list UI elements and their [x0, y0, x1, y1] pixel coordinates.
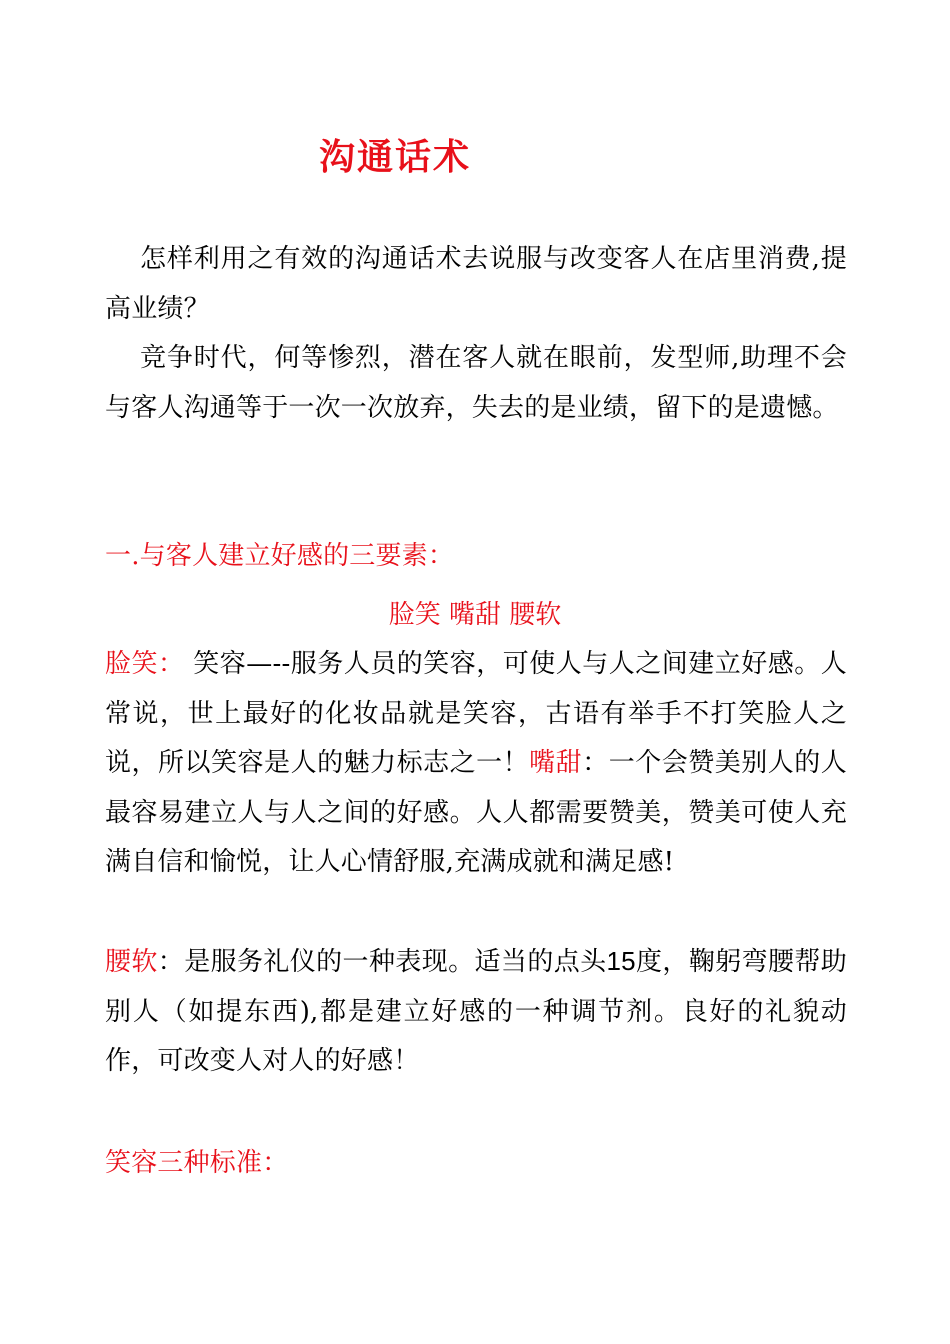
- three-elements-keywords: 脸笑 嘴甜 腰软: [388, 600, 562, 630]
- smile-label: 脸笑：: [105, 649, 185, 679]
- smile-sweet-paragraph: [105, 640, 847, 888]
- soft-text-2: 度，鞠躬弯腰帮助别人（如提东西),都是建立好感的一种调节剂。良好的礼貌动作，可改变人对人的好感！: [105, 947, 847, 1076]
- soft-degree-value: 15: [606, 946, 636, 976]
- section-heading-smile-standards: 笑容三种标准：: [105, 1148, 289, 1178]
- intro-paragraph-1: 怎样利用之有效的沟通话术去说服与改变客人在店里消费,提高业绩？: [105, 244, 847, 324]
- soft-label: 腰软: [105, 947, 158, 977]
- document-title: 沟通话术: [318, 137, 471, 178]
- sweet-label: 嘴甜: [529, 748, 583, 778]
- section-heading-three-elements: 一.与客人建立好感的三要素：: [105, 541, 455, 571]
- sweet-text: ：一个会赞美别人的人最容易建立人与人之间的好感。人人都需要赞美，赞美可使人充满自信和愉悦，让人心情舒服,充满成就和满足感!: [105, 748, 847, 877]
- intro-paragraph-2: 竞争时代，何等惨烈，潜在客人就在眼前，发型师,助理不会与客人沟通等于一次一次放弃，失去的是业绩，留下的是遗憾。: [105, 343, 847, 423]
- soft-waist-paragraph: [105, 937, 847, 1087]
- smile-text: 笑容—--服务人员的笑容，可使人与人之间建立好感。人常说，世上最好的化妆品就是笑容，古语有举手不打笑脸人之说，所以笑容是人的魅力标志之一！: [105, 649, 847, 778]
- soft-text-1: ：是服务礼仪的一种表现。适当的点头: [157, 947, 607, 977]
